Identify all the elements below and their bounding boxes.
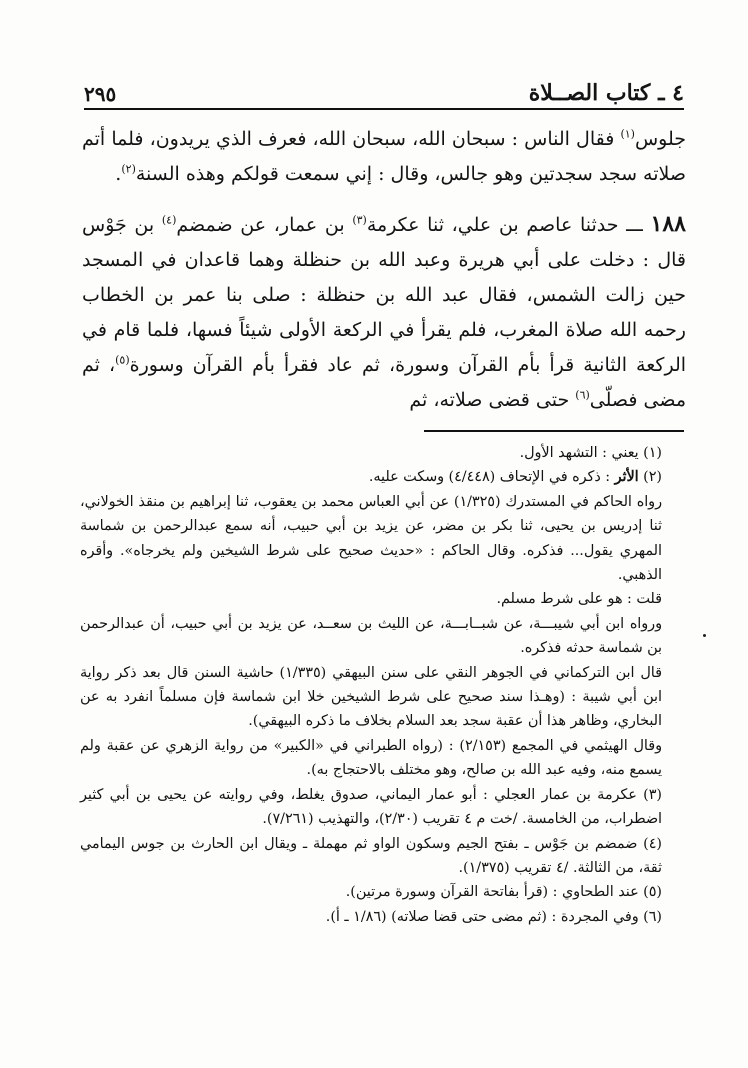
footnote-ref-6: (٦) xyxy=(575,388,590,402)
main-text xyxy=(82,122,686,418)
text-span: جلوس xyxy=(634,128,686,150)
text-span: فقال الناس : سبحان الله، سبحان الله، فعرف الذي يريدون، فلما أتم صلاته سجد سجدتين وهو جالس، وقال : إني سمعت قولكم وهذه السنة xyxy=(82,128,686,185)
footnote-2 xyxy=(80,465,686,489)
footnote-6: (٦) وفي المجردة : (ثم مضى حتى قضا صلاته) (١/٨٦ ـ أ). xyxy=(325,908,662,925)
footnote-ref-4: (٤) xyxy=(161,213,177,227)
footnote-2-para-4: قال ابن التركماني في الجوهر النقي على سنن البيهقي (١/٣٣٥) حاشية السنن قال بعد ذكر رواية ابن أبي شيبة : (وهـذا سند صحيح على شرط الشيخين خلا ابن شماسة فإن مسلماً انفرد به عن البخاري، وظاهر هذا أن عقبة سجد بعد السلام بخلاف ما ذكره البيهقي). xyxy=(80,664,662,730)
hadith-number: ١٨٨ xyxy=(650,211,686,237)
footnote-ref-2: (٢) xyxy=(121,162,136,176)
text-span: بن جَوْس قال : دخلت على أبي هريرة وعبد الله بن حنظلة وهما قاعدان في المسجد حين زالت الشمس، فقال عبد الله بن حنظلة : صلى بنا عمر بن الخطاب رحمه الله صلاة المغرب، فلم يقرأ في الركعة الأولى شيئاً فسها، فلما قام في الركعة الثانية قرأ بأم القرآن وسورة، ثم عاد فقرأ بأم القرآن وسورة xyxy=(82,214,687,376)
footnote-separator xyxy=(424,430,684,432)
footnote-2-para-2: قلت : هو على شرط مسلم. xyxy=(496,591,662,608)
hadith-188 xyxy=(82,207,686,418)
main-paragraph-1 xyxy=(82,122,686,192)
footnotes xyxy=(80,441,686,929)
page-number: ٢٩٥ xyxy=(84,82,117,106)
footnote-ref-5: (٥) xyxy=(115,353,130,367)
footnote-ref-1: (١) xyxy=(620,127,635,141)
footnote-2-para-1: رواه الحاكم في المستدرك (١/٣٢٥) عن أبي العباس محمد بن يعقوب، ثنا إبراهيم بن منقذ الخولاني، ثنا إدريس بن يحيى، ثنا بكر بن مضر، عن يزيد بن أبي حبيب، أنه سمع عبدالرحمن بن شماسة المهري يقول... فذكره. وقال الحاكم : «حديث صحيح على شرط الشيخين ولم يخرجاه». وأقره الذهبي. xyxy=(80,493,662,584)
text-span: بن عمار، عن ضمضم xyxy=(176,214,353,236)
scan-speck xyxy=(703,634,706,637)
header-rule xyxy=(84,108,684,110)
text-span: ، ثم مضى فصلّى xyxy=(82,354,686,411)
footnote-3: (٣) عكرمة بن عمار العجلي : أبو عمار اليماني، صدوق يغلط، وفي روايته عن يحيى بن أبي كثير اضطراب، من الخامسة. /خت م ٤ تقريب (٢/٣٠)، والتهذيب (٧/٢٦١). xyxy=(80,786,662,828)
bold-term: الأثر xyxy=(614,469,639,486)
text-span: حتى قضى صلاته، ثم xyxy=(409,389,576,411)
text-span: : ذكره في الإتحاف (٤/٤٤٨) وسكت عليه. xyxy=(368,469,615,486)
footnote-4: (٤) ضمضم بن جَوْس ـ بفتح الجيم وسكون الواو ثم مهملة ـ ويقال ابن الحارث بن جوس اليمامي ثقة، من الثالثة. /٤ تقريب (١/٣٧٥). xyxy=(80,835,662,876)
chapter-title: ٤ ـ كتاب الصــلاة xyxy=(528,80,684,106)
text-span: (٢) xyxy=(638,469,662,486)
text-span: . xyxy=(115,163,122,185)
page-header xyxy=(84,72,684,106)
footnote-5: (٥) عند الطحاوي : (قرأ بفاتحة القرآن وسورة مرتين). xyxy=(345,884,662,901)
footnote-2-para-5: وقال الهيثمي في المجمع (٢/١٥٣) : (رواه الطبراني في «الكبير» من رواية الزهري عن عقبة ولم يسمع منه، وفيه عبد الله بن صالح، وهو مختلف بالاحتجاج به). xyxy=(80,737,662,779)
footnote-2-para-3: ورواه ابن أبي شيبـــة، عن شبــابـــة، عن الليث بن سعــد، عن يزيد بن أبي حبيب، أن عبدالرحمن بن شماسة حدثه فذكره. xyxy=(80,615,662,657)
footnote-1: (١) يعني : التشهد الأول. xyxy=(519,445,662,461)
footnote-ref-3: (٣) xyxy=(352,213,367,227)
text-span: ـــ حدثنا عاصم بن علي، ثنا عكرمة xyxy=(366,214,651,236)
